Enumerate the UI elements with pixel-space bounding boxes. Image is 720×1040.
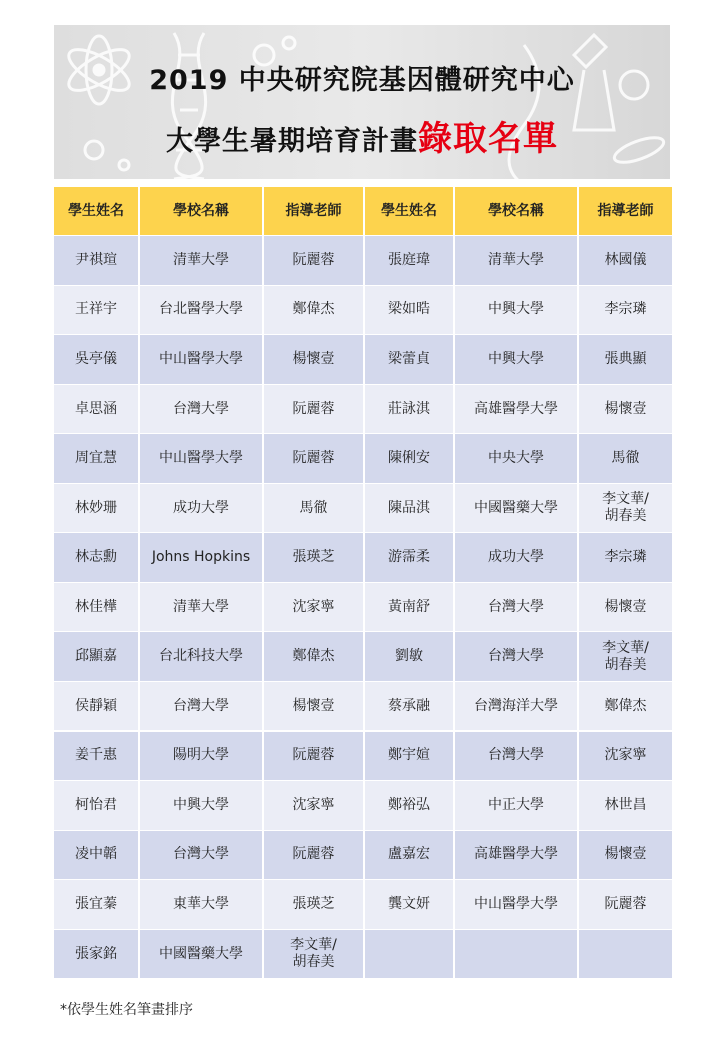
- cell-advisor: 李文華/ 胡春美: [264, 930, 363, 979]
- header-school-name: 學校名稱: [455, 187, 577, 235]
- cell-student-name: 吳亭儀: [54, 335, 138, 384]
- title-highlight: 錄取名單: [418, 119, 558, 159]
- cell-student-name: 鄭裕弘: [365, 781, 453, 830]
- cell-student-name: 張庭瑋: [365, 236, 453, 285]
- cell-advisor: 張瑛芝: [264, 880, 363, 929]
- cell-school-name: 中興大學: [455, 335, 577, 384]
- cell-advisor: [579, 930, 672, 979]
- cell-student-name: 游霈柔: [365, 533, 453, 582]
- cell-advisor: 馬徹: [264, 484, 363, 533]
- cell-student-name: 凌中韜: [54, 831, 138, 880]
- cell-school-name: Johns Hopkins: [140, 533, 262, 582]
- cell-school-name: 中國醫藥大學: [140, 930, 262, 979]
- cell-student-name: 陳品淇: [365, 484, 453, 533]
- cell-student-name: 莊詠淇: [365, 385, 453, 434]
- cell-school-name: 中山醫學大學: [140, 434, 262, 483]
- title-line-2-prefix: 大學生暑期培育計畫: [166, 126, 418, 157]
- cell-student-name: 侯靜穎: [54, 682, 138, 731]
- cell-student-name: 卓思涵: [54, 385, 138, 434]
- footnote: *依學生姓名筆畫排序: [60, 1002, 193, 1018]
- cell-advisor: 楊懷壹: [264, 682, 363, 731]
- cell-advisor: 楊懷壹: [579, 385, 672, 434]
- cell-student-name: 邱顯嘉: [54, 632, 138, 681]
- cell-advisor: 鄭偉杰: [579, 682, 672, 731]
- header-banner: [54, 25, 670, 179]
- cell-school-name: 陽明大學: [140, 732, 262, 781]
- cell-advisor: 馬徹: [579, 434, 672, 483]
- admission-table: [54, 187, 670, 973]
- cell-advisor: 李宗璘: [579, 533, 672, 582]
- cell-student-name: 梁蕾貞: [365, 335, 453, 384]
- cell-student-name: 鄭宇媗: [365, 732, 453, 781]
- cell-advisor: 楊懷壹: [264, 335, 363, 384]
- cell-student-name: 黃南舒: [365, 583, 453, 632]
- cell-school-name: 高雄醫學大學: [455, 385, 577, 434]
- header-advisor: 指導老師: [264, 187, 363, 235]
- cell-advisor: 李宗璘: [579, 286, 672, 335]
- cell-school-name: 中央大學: [455, 434, 577, 483]
- cell-school-name: 台灣大學: [140, 682, 262, 731]
- cell-advisor: 沈家寧: [579, 732, 672, 781]
- cell-student-name: [365, 930, 453, 979]
- cell-advisor: 鄭偉杰: [264, 632, 363, 681]
- cell-advisor: 阮麗蓉: [264, 434, 363, 483]
- cell-student-name: 柯怡君: [54, 781, 138, 830]
- title-line-1: 2019 中央研究院基因體研究中心: [149, 65, 575, 96]
- cell-student-name: 林妙珊: [54, 484, 138, 533]
- cell-school-name: 成功大學: [455, 533, 577, 582]
- cell-school-name: 高雄醫學大學: [455, 831, 577, 880]
- cell-advisor: 沈家寧: [264, 583, 363, 632]
- cell-advisor: 林世昌: [579, 781, 672, 830]
- cell-school-name: 台灣大學: [455, 632, 577, 681]
- cell-student-name: 陳俐安: [365, 434, 453, 483]
- cell-student-name: 尹祺瑄: [54, 236, 138, 285]
- cell-school-name: 台灣海洋大學: [455, 682, 577, 731]
- cell-advisor: 阮麗蓉: [579, 880, 672, 929]
- cell-advisor: 李文華/ 胡春美: [579, 632, 672, 681]
- title-line-2: [54, 111, 670, 160]
- cell-student-name: 王祥宇: [54, 286, 138, 335]
- cell-advisor: 林國儀: [579, 236, 672, 285]
- cell-school-name: 台北醫學大學: [140, 286, 262, 335]
- cell-student-name: 盧嘉宏: [365, 831, 453, 880]
- cell-advisor: 阮麗蓉: [264, 236, 363, 285]
- cell-advisor: 楊懷壹: [579, 583, 672, 632]
- cell-school-name: 清華大學: [140, 583, 262, 632]
- cell-school-name: 台灣大學: [140, 385, 262, 434]
- cell-student-name: 蔡承融: [365, 682, 453, 731]
- cell-student-name: 龔文妍: [365, 880, 453, 929]
- cell-advisor: 楊懷壹: [579, 831, 672, 880]
- cell-advisor: 李文華/ 胡春美: [579, 484, 672, 533]
- cell-school-name: 台灣大學: [455, 583, 577, 632]
- header-advisor: 指導老師: [579, 187, 672, 235]
- cell-school-name: 中山醫學大學: [140, 335, 262, 384]
- cell-school-name: 中興大學: [455, 286, 577, 335]
- cell-school-name: 台北科技大學: [140, 632, 262, 681]
- cell-student-name: 姜千惠: [54, 732, 138, 781]
- cell-student-name: 周宜慧: [54, 434, 138, 483]
- cell-advisor: 阮麗蓉: [264, 831, 363, 880]
- cell-advisor: 沈家寧: [264, 781, 363, 830]
- cell-school-name: 中興大學: [140, 781, 262, 830]
- cell-student-name: 林志勳: [54, 533, 138, 582]
- header-student-name: 學生姓名: [365, 187, 453, 235]
- header-school-name: 學校名稱: [140, 187, 262, 235]
- cell-school-name: 台灣大學: [140, 831, 262, 880]
- cell-student-name: 林佳樺: [54, 583, 138, 632]
- cell-student-name: 張宜蓁: [54, 880, 138, 929]
- cell-student-name: 張家銘: [54, 930, 138, 979]
- cell-school-name: 中山醫學大學: [455, 880, 577, 929]
- cell-school-name: 台灣大學: [455, 732, 577, 781]
- cell-school-name: 清華大學: [455, 236, 577, 285]
- cell-advisor: 阮麗蓉: [264, 732, 363, 781]
- cell-school-name: 清華大學: [140, 236, 262, 285]
- cell-school-name: [455, 930, 577, 979]
- cell-school-name: 成功大學: [140, 484, 262, 533]
- cell-school-name: 東華大學: [140, 880, 262, 929]
- cell-school-name: 中國醫藥大學: [455, 484, 577, 533]
- cell-student-name: 梁如晧: [365, 286, 453, 335]
- cell-advisor: 張瑛芝: [264, 533, 363, 582]
- cell-advisor: 阮麗蓉: [264, 385, 363, 434]
- cell-student-name: 劉敏: [365, 632, 453, 681]
- cell-school-name: 中正大學: [455, 781, 577, 830]
- cell-advisor: 張典顯: [579, 335, 672, 384]
- cell-advisor: 鄭偉杰: [264, 286, 363, 335]
- header-student-name: 學生姓名: [54, 187, 138, 235]
